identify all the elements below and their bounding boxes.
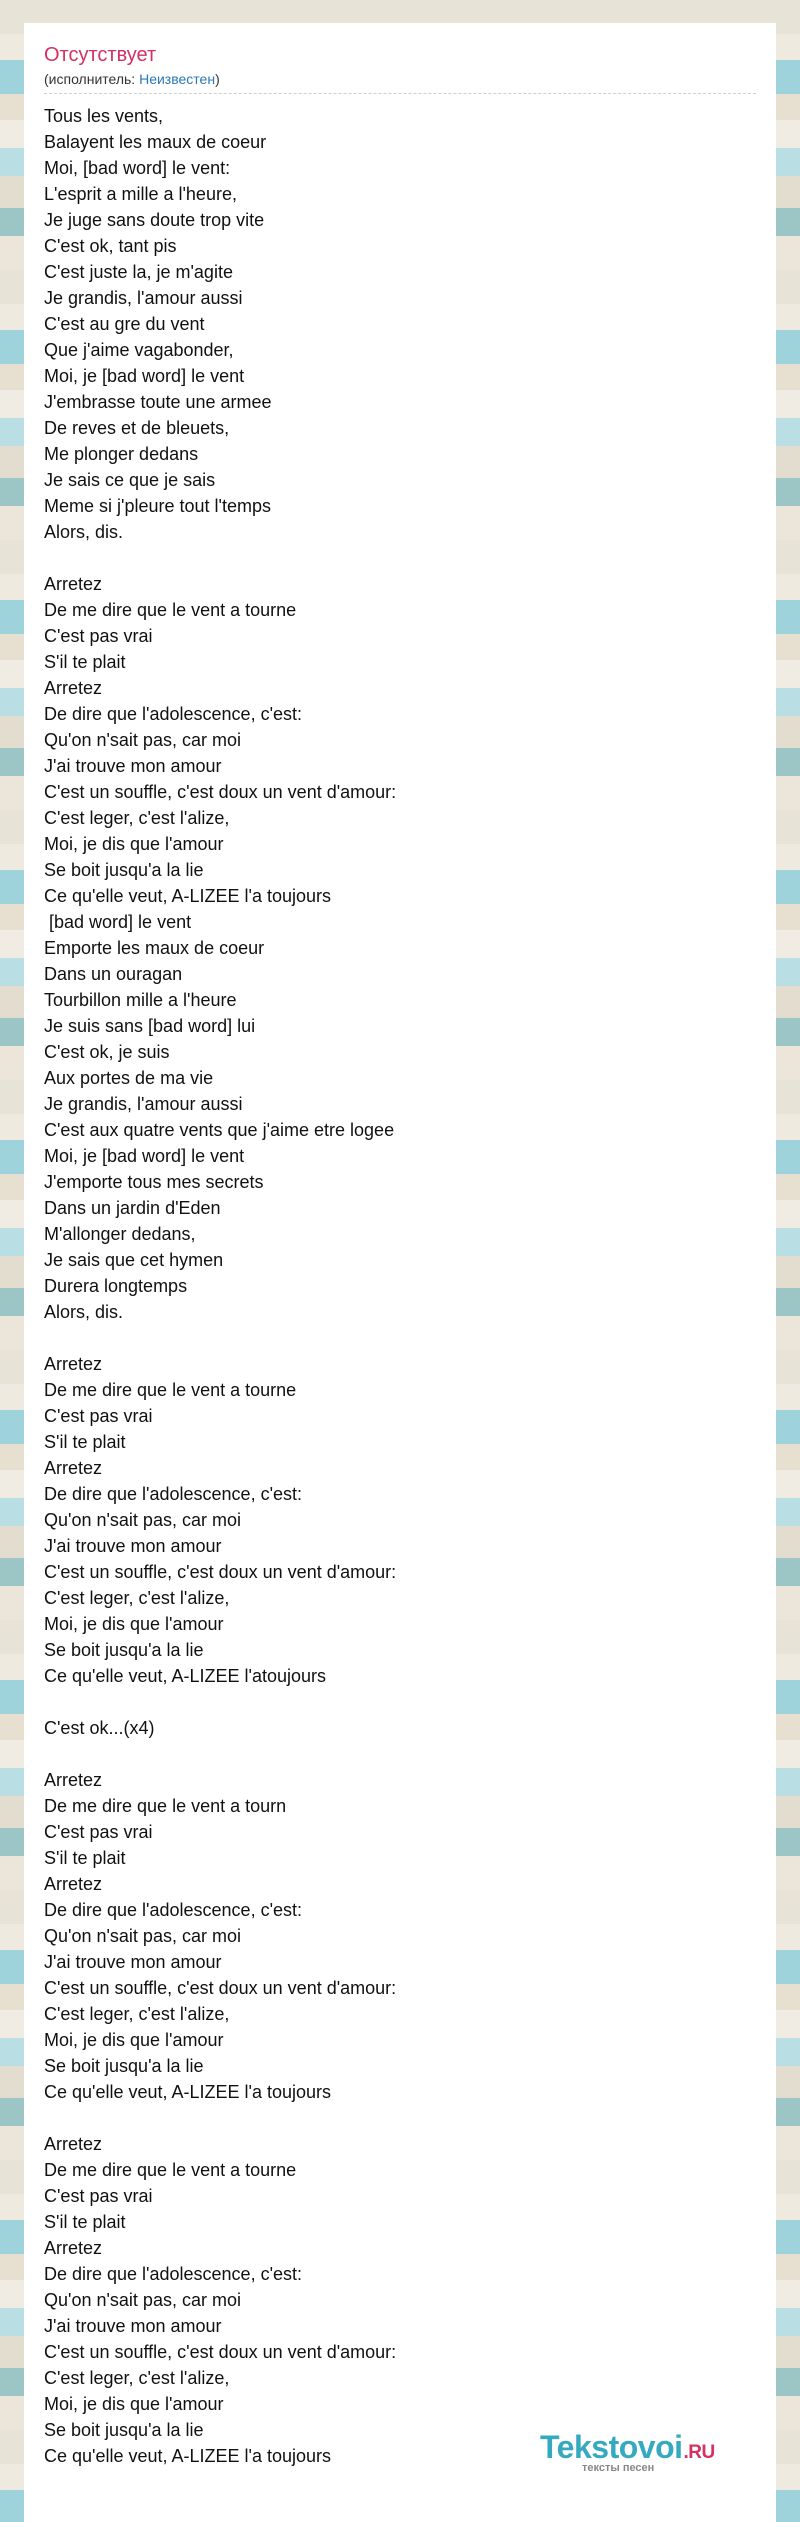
song-title: Отсутствует xyxy=(44,44,157,66)
logo-tagline: тексты песен xyxy=(582,2462,655,2474)
artist-prefix: (исполнитель: xyxy=(44,71,140,87)
logo-tld: .RU xyxy=(683,2442,715,2463)
artist-suffix: ) xyxy=(215,71,220,87)
artist-link[interactable]: Неизвестен xyxy=(139,71,216,87)
lyrics-text: Tous les vents, Balayent les maux de coeur Moi, [bad word] le vent: L'esprit a mille a l'heure, Je juge sans doute trop vite C'est ok, tant pis C'est juste la, je m'agite Je grandis, l'amour aussi C'est au gre du vent Que j'aime vagabonder, Moi, je [bad word] le vent J'embrasse toute une armee De reves et de bleuets, Me plonger dedans Je sais ce que je sais Meme si j'pleure tout l'temps Alors, dis. Arretez De me dire que le vent a tourne C'est pas vrai S'il te plait Arretez De dire que l'adolescence, c'est: Qu'on n'sait pas, car moi J'ai trouve mon amour C'est un souffle, c'est doux un vent d'amour: C'est leger, c'est l'alize, Moi, je dis que l'amour Se boit jusqu'a la lie Ce qu'elle veut, A-LIZEE l'a toujours [bad word] le vent Emporte les maux de coeur Dans un ouragan Tourbillon mille a l'heure Je suis sans [bad word] lui C'est ok, je suis Aux portes de ma vie Je grandis, l'amour aussi C'est aux quatre vents que j'aime etre logee Moi, je [bad word] le vent J'emporte tous mes secrets Dans un jardin d'Eden M'allonger dedans, Je sais que cet hymen Durera longtemps Alors, dis. Arretez De me dire que le vent a tourne C'est pas vrai S'il te plait Arretez De dire que l'adolescence, c'est: Qu'on n'sait pas, car moi J'ai trouve mon amour C'est un souffle, c'est doux un vent d'amour: C'est leger, c'est l'alize, Moi, je dis que l'amour Se boit jusqu'a la lie Ce qu'elle veut, A-LIZEE l'atoujours C'est ok...(x4) Arretez De me dire que le vent a tourn C'est pas vrai S'il te plait Arretez De dire que l'adolescence, c'est: Qu'on n'sait pas, car moi J'ai trouve mon amour C'est un souffle, c'est doux un vent d'amour: C'est leger, c'est l'alize, Moi, je dis que l'amour Se boit jusqu'a la lie Ce qu'elle veut, A-LIZEE l'a toujours Arretez De me dire que le vent a tourne C'est pas vrai S'il te plait Arretez De dire que l'adolescence, c'est: Qu'on n'sait pas, car moi J'ai trouve mon amour C'est un souffle, c'est doux un vent d'amour: C'est leger, c'est l'alize, Moi, je dis que l'amour Se boit jusqu'a la lie Ce qu'elle veut, A-LIZEE l'a toujours xyxy=(44,106,397,2466)
title-divider xyxy=(44,93,756,94)
site-logo[interactable] xyxy=(540,2428,758,2480)
artist-line xyxy=(44,70,220,88)
lyrics-card xyxy=(24,23,776,2522)
logo-name: Tekstovoi xyxy=(540,2429,683,2465)
